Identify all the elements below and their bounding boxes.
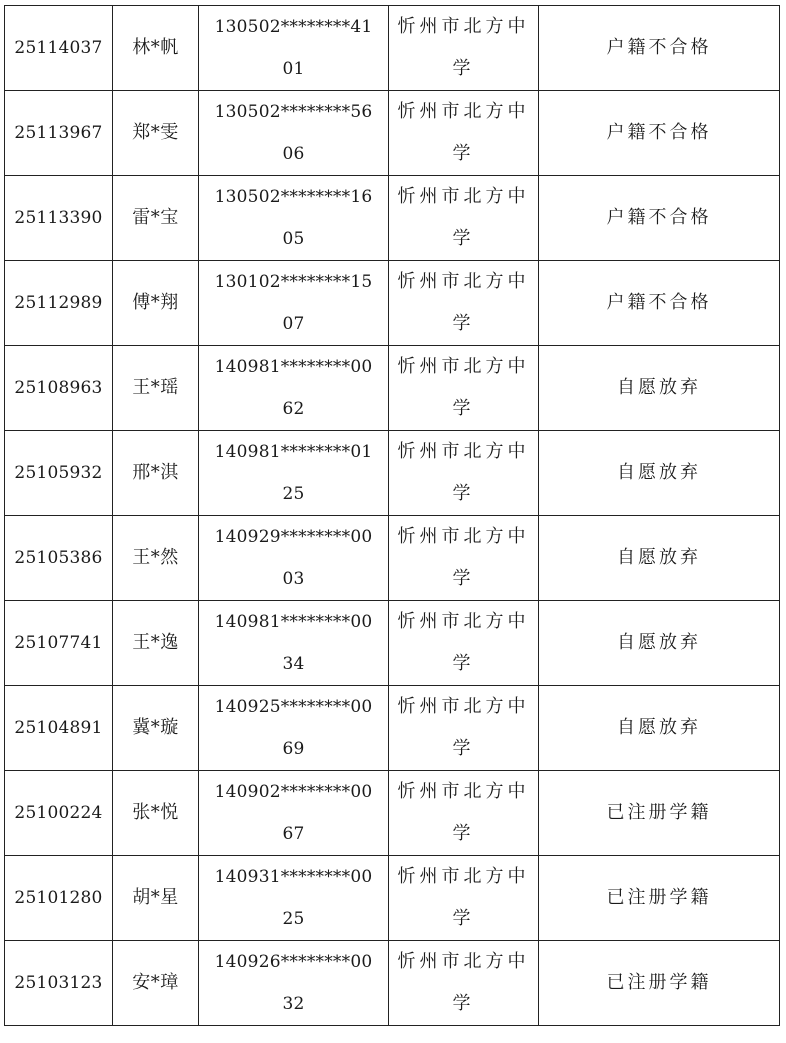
id-card-line-1: 130502********16 — [214, 187, 373, 207]
school-line-1: 忻州市北方中 — [397, 441, 530, 462]
roster-body — [5, 6, 780, 1026]
student-name-cell: 安*璋 — [113, 941, 199, 1026]
id-card-line-2: 06 — [282, 144, 305, 164]
reason-cell: 自愿放弃 — [539, 516, 780, 601]
table-row — [5, 6, 780, 91]
reason-cell: 自愿放弃 — [539, 601, 780, 686]
school-line-1: 忻州市北方中 — [397, 356, 530, 377]
id-card-cell — [199, 261, 389, 346]
school-line-2: 学 — [452, 228, 475, 249]
school-line-2: 学 — [452, 993, 475, 1014]
id-card-cell — [199, 91, 389, 176]
student-name-cell: 郑*雯 — [113, 91, 199, 176]
school-cell — [389, 431, 539, 516]
id-card-line-2: 34 — [282, 654, 305, 674]
id-card-line-2: 62 — [282, 399, 305, 419]
id-card-line-1: 140981********00 — [214, 612, 373, 632]
id-card-cell — [199, 346, 389, 431]
id-card-cell — [199, 176, 389, 261]
table-row — [5, 516, 780, 601]
school-line-1: 忻州市北方中 — [397, 271, 530, 292]
table-row — [5, 431, 780, 516]
id-card-line-2: 32 — [282, 994, 305, 1014]
id-card-line-1: 140925********00 — [214, 697, 373, 717]
student-name-cell: 邢*淇 — [113, 431, 199, 516]
school-line-2: 学 — [452, 143, 475, 164]
school-line-1: 忻州市北方中 — [397, 866, 530, 887]
school-line-1: 忻州市北方中 — [397, 526, 530, 547]
reason-cell: 自愿放弃 — [539, 346, 780, 431]
school-cell — [389, 856, 539, 941]
id-card-line-1: 140929********00 — [214, 527, 373, 547]
school-line-2: 学 — [452, 398, 475, 419]
exam-number-cell: 25108963 — [5, 346, 113, 431]
exam-number-cell: 25113967 — [5, 91, 113, 176]
reason-cell: 户籍不合格 — [539, 261, 780, 346]
exam-number-cell: 25114037 — [5, 6, 113, 91]
school-cell — [389, 261, 539, 346]
id-card-line-2: 01 — [282, 59, 305, 79]
table-row — [5, 261, 780, 346]
table-row — [5, 91, 780, 176]
id-card-cell — [199, 771, 389, 856]
student-name-cell: 胡*星 — [113, 856, 199, 941]
reason-cell: 已注册学籍 — [539, 941, 780, 1026]
exam-number-cell: 25101280 — [5, 856, 113, 941]
school-cell — [389, 941, 539, 1026]
id-card-line-2: 25 — [282, 909, 305, 929]
school-line-1: 忻州市北方中 — [397, 781, 530, 802]
school-cell — [389, 516, 539, 601]
school-cell — [389, 601, 539, 686]
exam-number-cell: 25103123 — [5, 941, 113, 1026]
school-cell — [389, 771, 539, 856]
id-card-cell — [199, 516, 389, 601]
reason-cell: 已注册学籍 — [539, 771, 780, 856]
school-line-1: 忻州市北方中 — [397, 611, 530, 632]
id-card-line-2: 07 — [282, 314, 305, 334]
school-line-1: 忻州市北方中 — [397, 16, 530, 37]
id-card-cell — [199, 431, 389, 516]
id-card-line-1: 140926********00 — [214, 952, 373, 972]
id-card-line-1: 130502********41 — [214, 17, 373, 37]
id-card-line-2: 05 — [282, 229, 305, 249]
student-name-cell: 王*瑶 — [113, 346, 199, 431]
id-card-cell — [199, 941, 389, 1026]
table-row — [5, 601, 780, 686]
table-row — [5, 941, 780, 1026]
school-line-2: 学 — [452, 653, 475, 674]
school-cell — [389, 686, 539, 771]
school-line-2: 学 — [452, 313, 475, 334]
reason-cell: 户籍不合格 — [539, 91, 780, 176]
id-card-line-1: 140931********00 — [214, 867, 373, 887]
id-card-line-1: 130502********56 — [214, 102, 373, 122]
student-name-cell: 王*逸 — [113, 601, 199, 686]
school-line-1: 忻州市北方中 — [397, 101, 530, 122]
exam-number-cell: 25113390 — [5, 176, 113, 261]
student-name-cell: 傅*翔 — [113, 261, 199, 346]
id-card-line-2: 67 — [282, 824, 305, 844]
reason-cell: 已注册学籍 — [539, 856, 780, 941]
school-cell — [389, 6, 539, 91]
reason-cell: 自愿放弃 — [539, 686, 780, 771]
school-cell — [389, 176, 539, 261]
student-name-cell: 林*帆 — [113, 6, 199, 91]
exam-number-cell: 25112989 — [5, 261, 113, 346]
id-card-cell — [199, 686, 389, 771]
school-line-1: 忻州市北方中 — [397, 186, 530, 207]
school-line-2: 学 — [452, 568, 475, 589]
school-line-1: 忻州市北方中 — [397, 951, 530, 972]
table-row — [5, 686, 780, 771]
table-row — [5, 176, 780, 261]
student-name-cell: 雷*宝 — [113, 176, 199, 261]
id-card-line-1: 130102********15 — [214, 272, 373, 292]
school-line-2: 学 — [452, 483, 475, 504]
id-card-cell — [199, 6, 389, 91]
school-line-2: 学 — [452, 58, 475, 79]
id-card-line-1: 140981********00 — [214, 357, 373, 377]
school-line-2: 学 — [452, 908, 475, 929]
id-card-line-2: 25 — [282, 484, 305, 504]
school-cell — [389, 346, 539, 431]
reason-cell: 自愿放弃 — [539, 431, 780, 516]
id-card-line-2: 03 — [282, 569, 305, 589]
exam-number-cell: 25104891 — [5, 686, 113, 771]
table-row — [5, 856, 780, 941]
student-name-cell: 张*悦 — [113, 771, 199, 856]
exam-number-cell: 25105386 — [5, 516, 113, 601]
table-row — [5, 346, 780, 431]
school-cell — [389, 91, 539, 176]
table-row — [5, 771, 780, 856]
student-name-cell: 王*然 — [113, 516, 199, 601]
reason-cell: 户籍不合格 — [539, 6, 780, 91]
roster-table — [4, 5, 780, 1026]
id-card-line-1: 140902********00 — [214, 782, 373, 802]
school-line-1: 忻州市北方中 — [397, 696, 530, 717]
reason-cell: 户籍不合格 — [539, 176, 780, 261]
id-card-line-1: 140981********01 — [214, 442, 373, 462]
school-line-2: 学 — [452, 738, 475, 759]
id-card-cell — [199, 601, 389, 686]
exam-number-cell: 25100224 — [5, 771, 113, 856]
exam-number-cell: 25105932 — [5, 431, 113, 516]
exam-number-cell: 25107741 — [5, 601, 113, 686]
student-name-cell: 冀*璇 — [113, 686, 199, 771]
id-card-cell — [199, 856, 389, 941]
school-line-2: 学 — [452, 823, 475, 844]
id-card-line-2: 69 — [282, 739, 305, 759]
